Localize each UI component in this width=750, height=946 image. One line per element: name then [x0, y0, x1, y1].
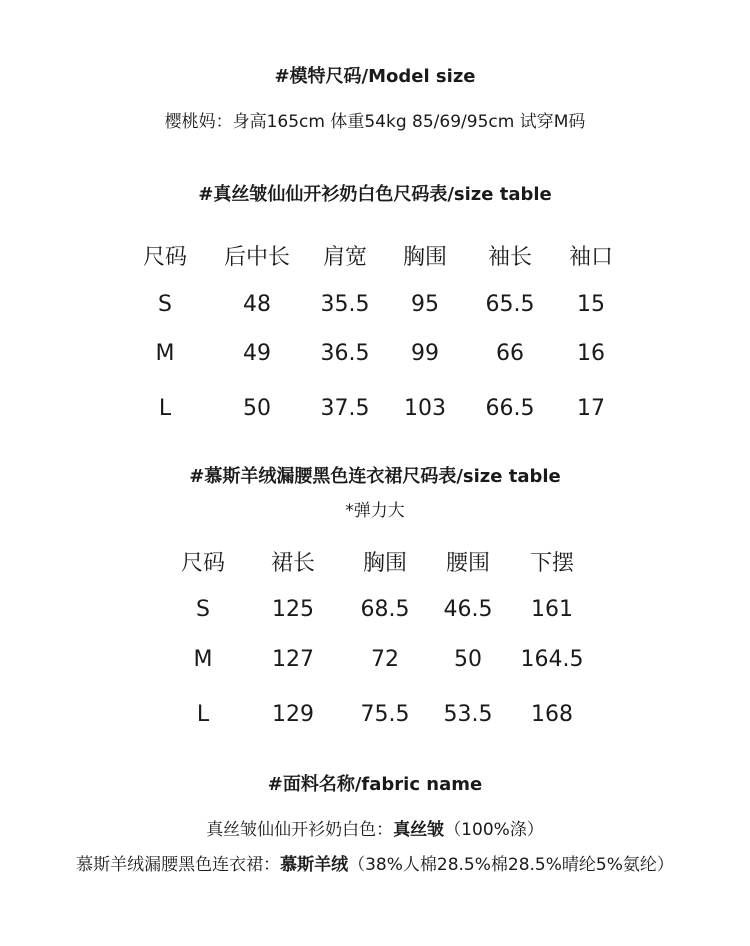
table-header-cell: 肩宽	[322, 245, 368, 270]
dress-fabric-composition: （38%人棉28.5%棉28.5%晴纶5%氨纶）	[348, 855, 674, 875]
cardigan-fabric-label: 真丝皱仙仙开衫奶白色：	[206, 820, 394, 840]
table-header-cell: 袖口	[568, 245, 614, 270]
table-cell: 72	[371, 647, 399, 672]
table-cell: 35.5	[320, 292, 370, 317]
table-cell: 53.5	[443, 702, 493, 727]
dress-fabric-line	[0, 850, 750, 875]
table-cell: 46.5	[443, 597, 493, 622]
elasticity-note: *弹力大	[345, 501, 405, 521]
table-cell: 66	[496, 341, 524, 366]
table-cell: L	[196, 702, 210, 727]
fabric-name-heading: #面料名称/fabric name	[267, 774, 483, 795]
table-cell: 103	[404, 396, 446, 421]
dress-fabric-name: 慕斯羊绒	[280, 855, 349, 875]
table-cell: 50	[454, 647, 482, 672]
table-header-cell: 胸围	[362, 551, 408, 576]
table-cell: M	[193, 647, 213, 672]
table-cell: 36.5	[320, 341, 370, 366]
table-cell: 68.5	[360, 597, 410, 622]
table-header-cell: 袖长	[487, 245, 533, 270]
cardigan-fabric-composition: （100%涤）	[444, 820, 544, 840]
table-cell: 127	[272, 647, 314, 672]
table-header-cell: 腰围	[445, 551, 491, 576]
table-cell: 65.5	[485, 292, 535, 317]
table-header-cell: 后中长	[223, 245, 291, 270]
table-cell: 99	[411, 341, 439, 366]
table-cell: 50	[243, 396, 271, 421]
table-cell: 164.5	[520, 647, 584, 672]
table-cell: L	[158, 396, 172, 421]
dress-fabric-label: 慕斯羊绒漏腰黑色连衣裙：	[76, 855, 281, 875]
table-cell: 49	[243, 341, 271, 366]
table-header-cell: 尺码	[180, 551, 226, 576]
cardigan-fabric-name: 真丝皱	[393, 820, 445, 840]
dress-size-table-heading: #慕斯羊绒漏腰黑色连衣裙尺码表/size table	[189, 466, 561, 487]
table-cell: 75.5	[360, 702, 410, 727]
model-size-heading: #模特尺码/Model size	[274, 66, 476, 87]
table-header-cell: 裙长	[270, 551, 316, 576]
table-cell: 168	[531, 702, 573, 727]
table-cell: 16	[577, 341, 605, 366]
table-header-cell: 胸围	[402, 245, 448, 270]
table-cell: 161	[531, 597, 573, 622]
table-cell: 15	[577, 292, 605, 317]
table-cell: 17	[577, 396, 605, 421]
cardigan-size-table-heading: #真丝皱仙仙开衫奶白色尺码表/size table	[198, 184, 552, 205]
model-size-line: 樱桃妈：身高165cm 体重54kg 85/69/95cm 试穿M码	[164, 112, 586, 132]
table-cell: 48	[243, 292, 271, 317]
table-cell: 66.5	[485, 396, 535, 421]
table-header-cell: 尺码	[142, 245, 188, 270]
table-header-cell: 下摆	[529, 551, 575, 576]
cardigan-fabric-line	[0, 815, 750, 840]
table-cell: 125	[272, 597, 314, 622]
table-cell: M	[155, 341, 175, 366]
table-cell: S	[158, 292, 172, 317]
table-cell: S	[196, 597, 210, 622]
table-cell: 37.5	[320, 396, 370, 421]
table-cell: 129	[272, 702, 314, 727]
table-cell: 95	[411, 292, 439, 317]
